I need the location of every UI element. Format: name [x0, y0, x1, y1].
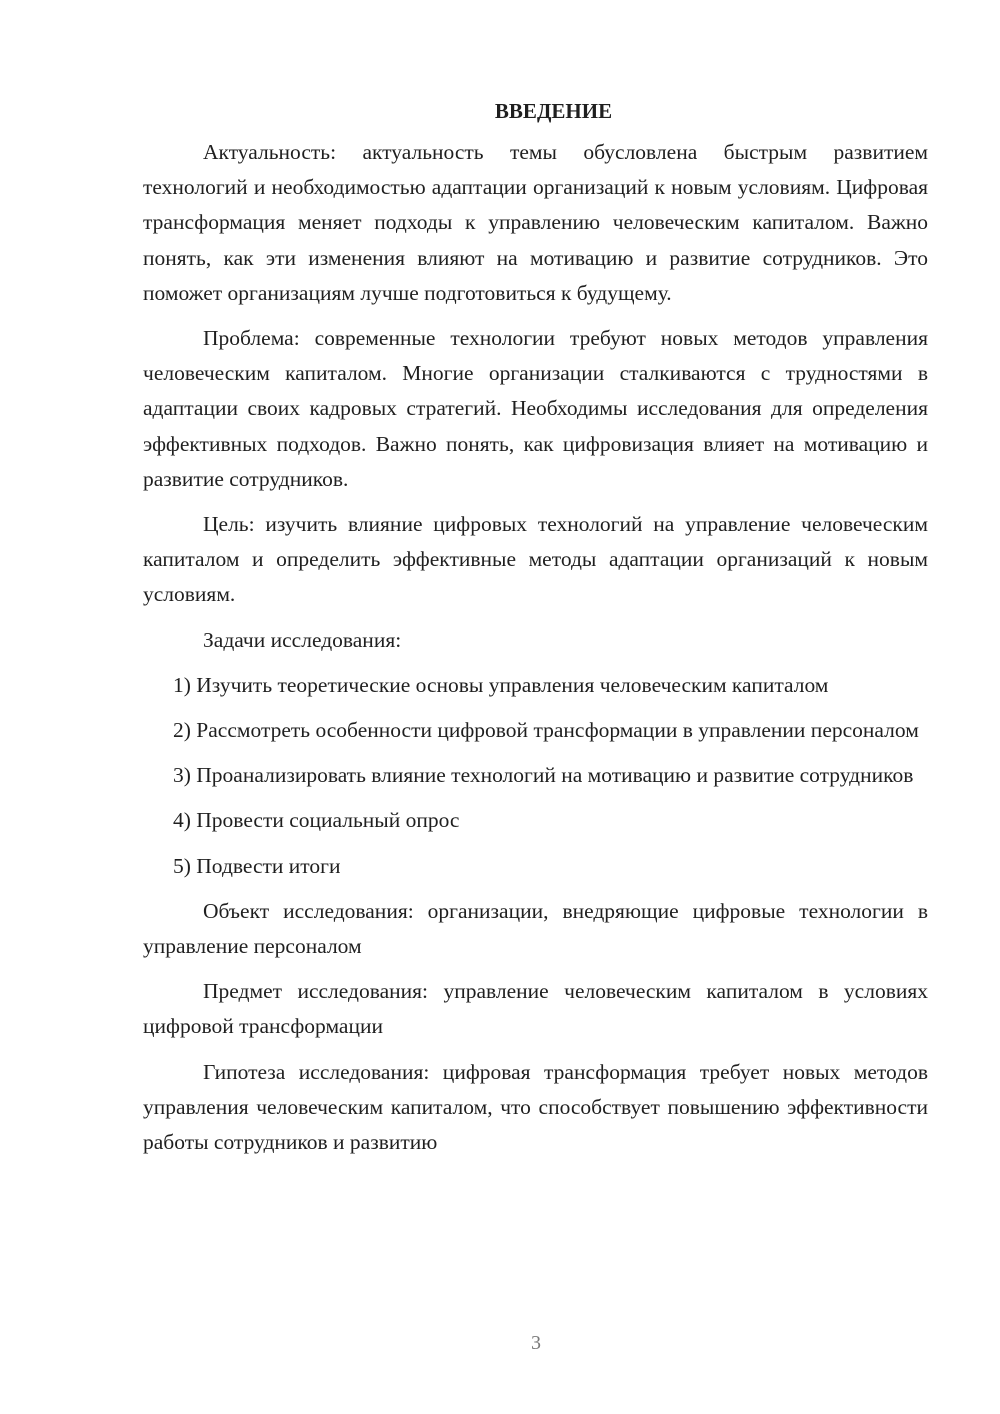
section-title: ВВЕДЕНИЕ [494, 99, 613, 123]
list-item: 5) Подвести итоги [173, 853, 341, 878]
tasks-list [143, 668, 928, 884]
object-paragraph: Объект исследования: организации, внедряющие цифровые технологии в управление персоналом [143, 898, 928, 959]
subject-paragraph: Предмет исследования: управление человеческим капиталом в условиях цифровой трансформации [143, 979, 928, 1039]
page-content [143, 96, 928, 1160]
problem-paragraph: Проблема: современные технологии требуют новых методов управления человеческим капиталом. Многие организации сталкиваются с трудностями в адаптации своих кадровых стратегий. Необходимы исследования для определения эффективных подходов. Важно понять, как цифровизация влияет на мотивацию и развитие сотрудников. [143, 326, 928, 491]
page-number: 3 [531, 1332, 541, 1354]
list-item: 2) Рассмотреть особенности цифровой трансформации в управлении персоналом [173, 718, 919, 743]
list-item: 4) Провести социальный опрос [173, 808, 460, 833]
list-item: 1) Изучить теоретические основы управления человеческим капиталом [173, 672, 829, 697]
hypothesis-paragraph: Гипотеза исследования: цифровая трансформация требует новых методов управления человеческим капиталом, что способствует повышению эффективности работы сотрудников и развитию [143, 1059, 928, 1155]
goal-paragraph: Цель: изучить влияние цифровых технологий на управление человеческим капиталом и определить эффективные методы адаптации организаций к новым условиям. [143, 512, 928, 607]
relevance-paragraph: Актуальность: актуальность темы обусловлена быстрым развитием технологий и необходимостью адаптации организаций к новым условиям. Цифровая трансформация меняет подходы к управлению человеческим капиталом. Важно понять, как эти изменения влияют на мотивацию и развитие сотрудников. Это поможет организациям лучше подготовиться к будущему. [143, 140, 928, 305]
list-item: 3) Проанализировать влияние технологий на мотивацию и развитие сотрудников [173, 763, 914, 788]
tasks-heading: Задачи исследования: [203, 627, 402, 652]
